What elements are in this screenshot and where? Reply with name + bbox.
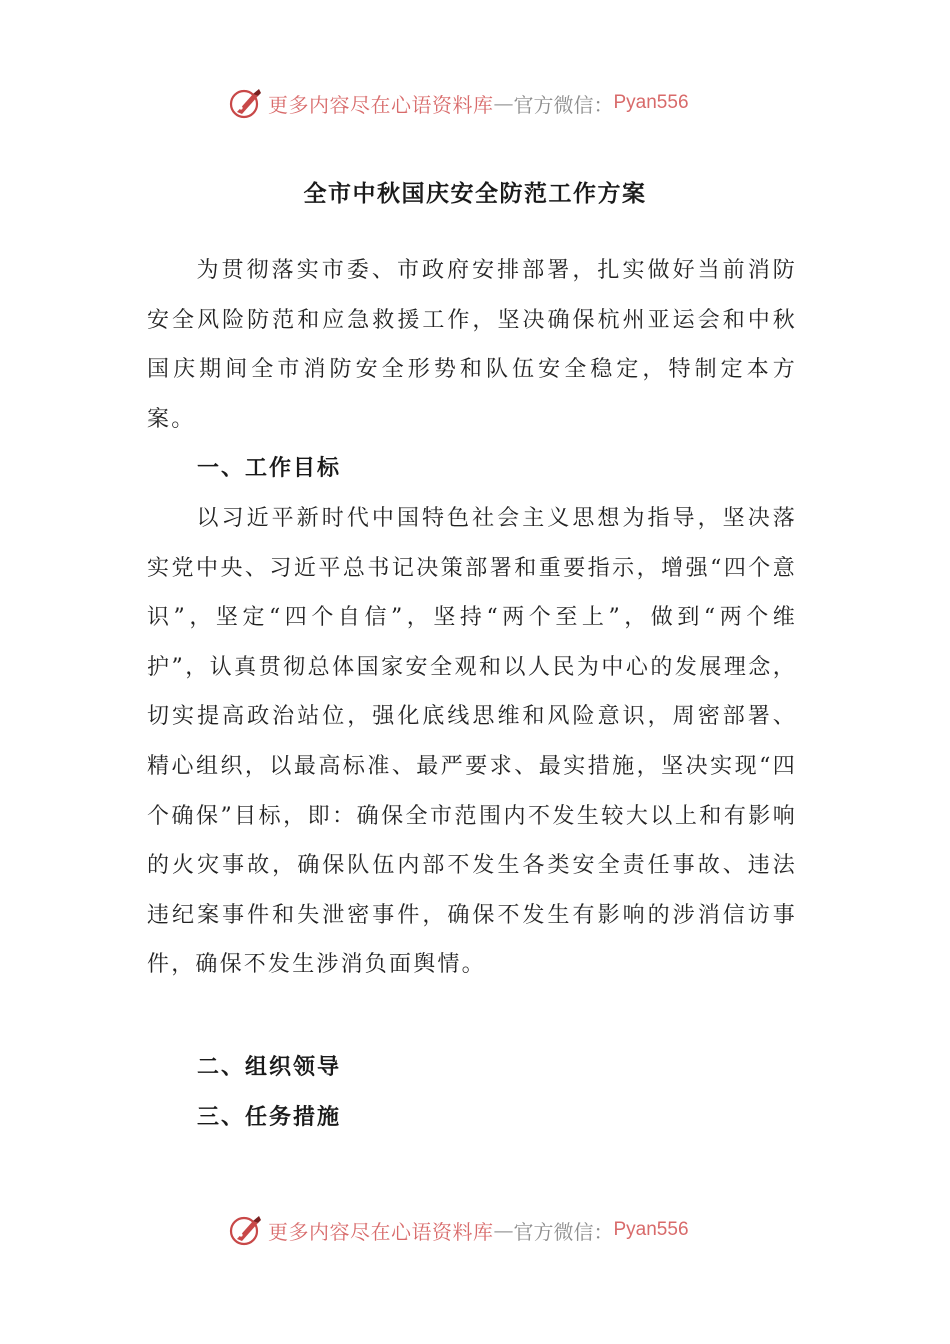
section-heading-organization: 二、组织领导 — [197, 1055, 342, 1080]
banner-main-text: 更多内容尽在心语资料库 — [268, 1219, 494, 1244]
banner-main-text: 更多内容尽在心语资料库 — [268, 92, 494, 117]
section-heading-measures: 三、任务措施 — [197, 1104, 342, 1130]
document-title: 全市中秋国庆安全防范工作方案 — [303, 181, 647, 207]
banner-wechat-id: Pyan556 — [613, 1219, 689, 1240]
section-heading-goals: 一、工作目标 — [197, 456, 342, 482]
header-banner — [228, 83, 728, 123]
pen-nib-logo-icon — [228, 85, 264, 121]
banner-separator: — — [493, 1218, 514, 1242]
document-body — [147, 246, 797, 990]
banner-wechat-label: 官方微信： — [513, 1219, 614, 1244]
footer-banner — [228, 1210, 728, 1250]
pen-nib-logo-icon — [228, 1212, 264, 1248]
banner-separator: — — [493, 91, 514, 115]
goals-paragraph: 以习近平新时代中国特色社会主义思想为指导，坚决落实党中央、习近平总书记决策部署和重要指示，增强“四个意识”，坚定“四个自信”，坚持“两个至上”，做到“两个维护”，认真贯彻总体国家安全观和以人民为中心的发展理念，切实提高政治站位，强化底线思维和风险意识，周密部署、精心组织，以最高标准、最严要求、最实措施，坚决实现“四个确保”目标，即：确保全市范围内不发生较大以上和有影响的火灾事故，确保队伍内部不发生各类安全责任事故、违法违纪案事件和失泄密事件，确保不发生有影响的涉消信访事件，确保不发生涉消负面舆情。 — [147, 505, 797, 978]
document-body-lower — [147, 1043, 797, 1142]
banner-wechat-label: 官方微信： — [513, 92, 614, 117]
intro-paragraph: 为贯彻落实市委、市政府安排部署，扎实做好当前消防安全风险防范和应急救援工作，坚决确保杭州亚运会和中秋国庆期间全市消防安全形势和队伍安全稳定，特制定本方案。 — [147, 258, 797, 432]
banner-wechat-id: Pyan556 — [613, 92, 689, 113]
